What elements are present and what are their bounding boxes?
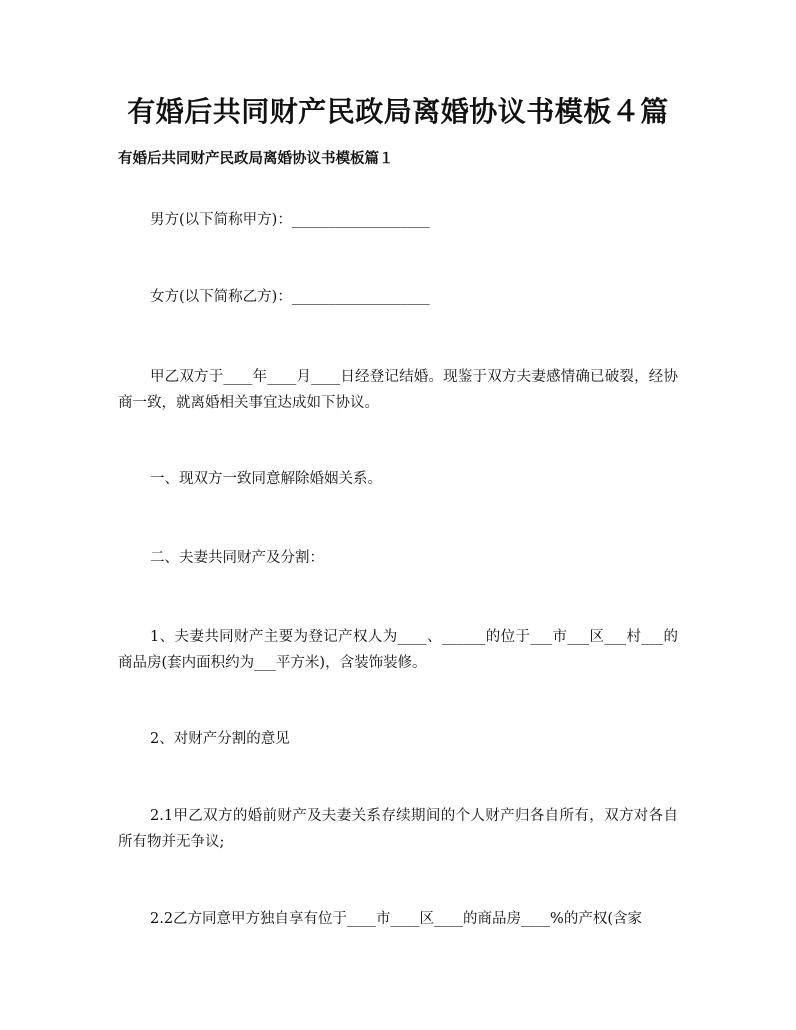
document-title: 有婚后共同财产民政局离婚协议书模板４篇 bbox=[127, 95, 669, 128]
marriage-paragraph: 甲乙双方于____年____月____日经登记结婚。现鉴于双方夫妻感情确已破裂，经协商一致，就离婚相关事宜达成如下协议。 bbox=[118, 369, 678, 411]
party-a-line: 男方(以下简称甲方)：___________________ bbox=[150, 212, 430, 228]
clause-property-list: 1、夫妻共同财产主要为登记产权人为____、______的位于___市___区___村___的商品房(套内面积约为___平方米)，含装饰装修。 bbox=[118, 629, 678, 671]
clause-two-heading: 二、夫妻共同财产及分割： bbox=[150, 550, 324, 566]
clause-one: 一、现双方一致同意解除婚姻关系。 bbox=[150, 471, 382, 487]
clause-2-2: 2.2乙方同意甲方独自享有位于____市____区____的商品房____%的产权(含家 bbox=[150, 911, 642, 927]
section-heading: 有婚后共同财产民政局离婚协议书模板篇１ bbox=[118, 150, 394, 167]
clause-division-heading: 2、对财产分割的意见 bbox=[150, 731, 290, 747]
party-b-line: 女方(以下简称乙方)：___________________ bbox=[150, 289, 430, 305]
clause-2-1: 2.1甲乙双方的婚前财产及夫妻关系存续期间的个人财产归各自所有，双方对各自所有物并无争议; bbox=[118, 808, 678, 850]
